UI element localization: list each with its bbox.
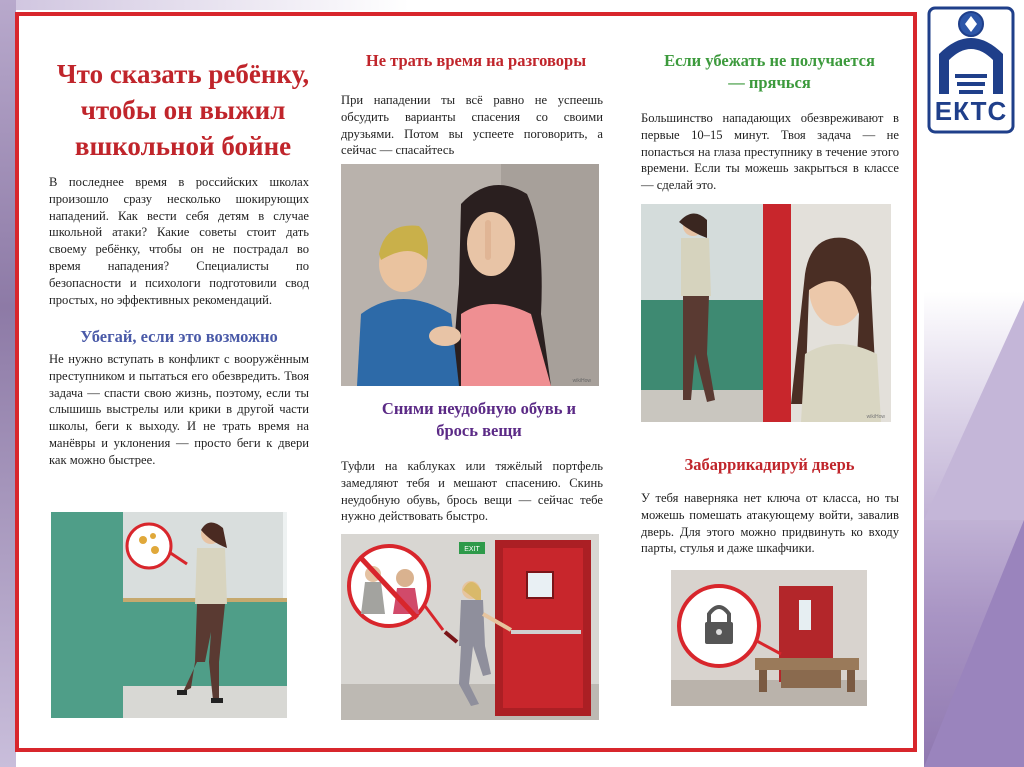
illustration-barricade-door (671, 570, 867, 706)
slide-top-band (0, 0, 1024, 10)
illustration-shh-woman-boy (341, 164, 599, 386)
slide-left-band (0, 0, 16, 767)
safety-poster (15, 12, 917, 752)
slide-decor-triangle (924, 520, 1024, 767)
section-heading-hide-line2: — прячься (728, 73, 811, 92)
poster-title: Что сказать ребёнку, чтобы он выжил вшкольной бойне (56, 59, 310, 161)
section-heading-shoes: Сними неудобную обувь и брось вещи (381, 399, 577, 440)
illustration-running-girl (51, 512, 287, 718)
slide-decor-triangle (924, 300, 1024, 520)
section-heading-hide-line1: Если убежать не получается (664, 51, 875, 70)
college-logo (925, 4, 1017, 136)
section-text-shoes: Туфли на каблуках или тяжёлый портфель замедляют тебя и мешают спасению. Скинь неудобную обувь, брось вещи — сейчас тебе нужно действовать быстро. (341, 459, 603, 524)
section-heading-hide (637, 50, 902, 94)
svg-text:wikiHow: wikiHow (866, 414, 885, 420)
section-text-barricade: У тебя наверняка нет ключа от класса, но ты можешь помешать атакующему войти, завалив дверь. Для этого можно придвинуть ко входу парты, стулья и даже шкафчики. (641, 491, 899, 556)
section-text-run: Не нужно вступать в конфликт с вооружённым преступником и пытаться его обезвредить. Твоя задача — спасти свою жизнь, поэтому, если ты слышишь выстрелы или крики в другой части школы, беги к выходу. И не трать время на манёвры и уклонения — просто беги к двери как можно быстрее. (49, 352, 309, 467)
section-heading-run: Убегай, если это возможно (80, 327, 278, 346)
illustration-running-exit (341, 534, 599, 720)
section-heading-barricade: Забаррикадируй дверь (684, 455, 855, 474)
intro-text: В последнее время в российских школах произошло сразу несколько шокирующих нападений. Как вести себя детям в случае школьной атаки? Какие советы стоит дать своему ребёнку, чтобы он не пострадал во время нападения? Специалисты по безопасности и психологи подготовили свод простых, но эффективных рекомендаций. (49, 175, 309, 307)
section-heading-talk: Не трать время на разговоры (365, 51, 587, 70)
logo-text: ЕКТС (934, 96, 1008, 126)
illustration-hiding-girl (641, 204, 891, 422)
exit-sign-text: EXIT (464, 546, 480, 553)
svg-text:wikiHow: wikiHow (572, 378, 591, 384)
section-text-talk: При нападении ты всё равно не успеешь обсудить варианты спасения со своими друзьями. Потом вы успеете поговорить, а сейчас — спасайтесь (341, 93, 603, 158)
section-text-hide: Большинство нападающих обезвреживают в первые 10–15 минут. Твоя задача — не попасться на глаза преступнику в течение этого времени. Если ты можешь закрыться в классе — сделай это. (641, 111, 899, 193)
